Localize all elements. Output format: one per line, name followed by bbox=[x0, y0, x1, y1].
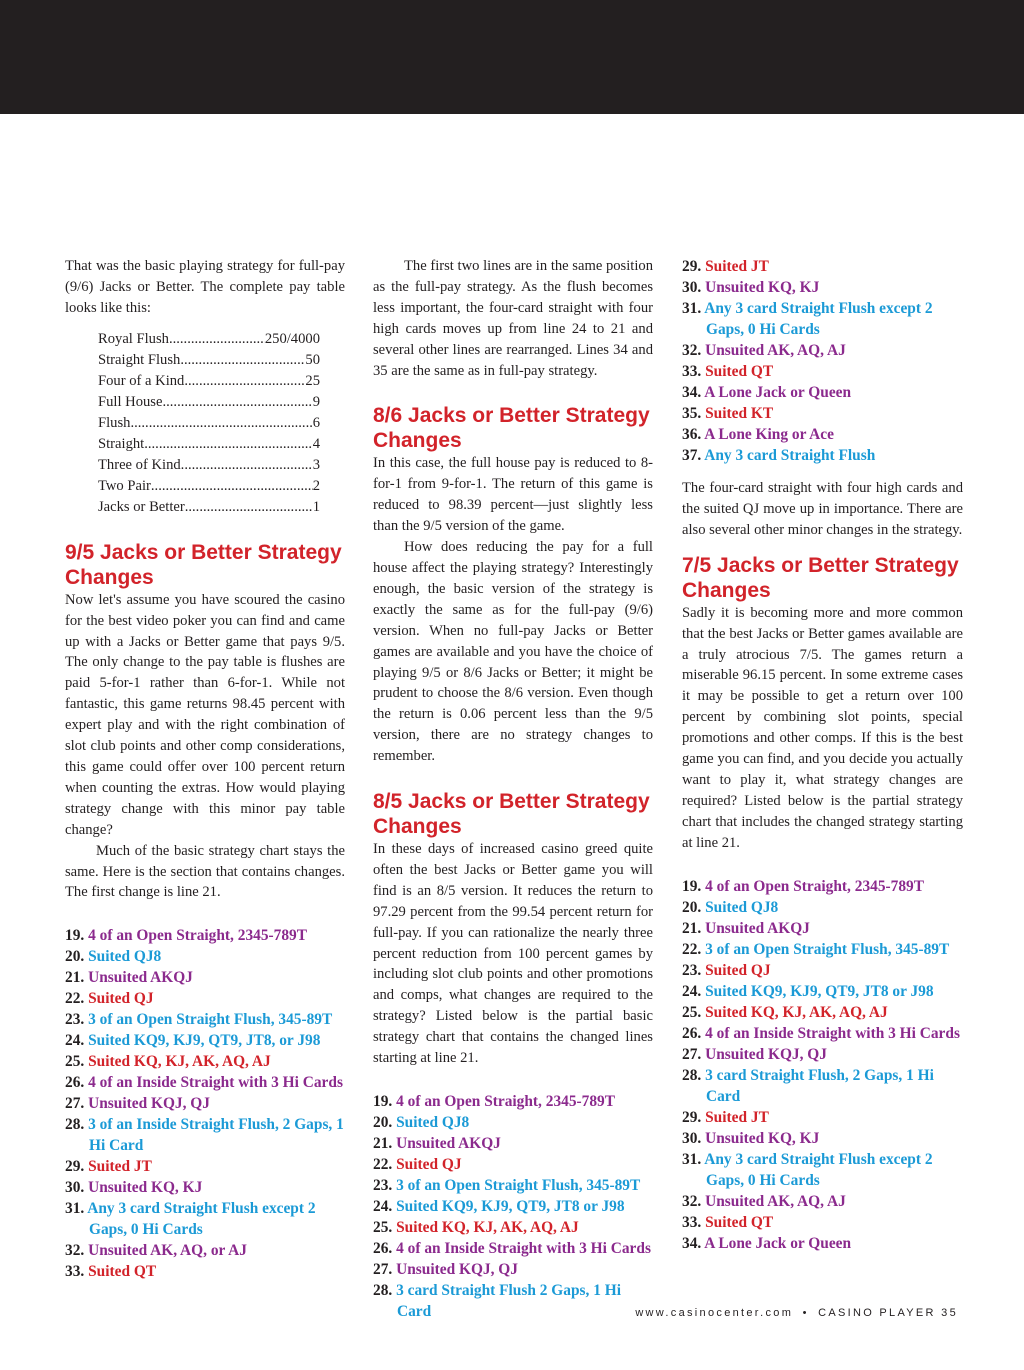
dot-leader bbox=[180, 350, 305, 371]
footer-magazine: CASINO PLAYER 35 bbox=[818, 1307, 958, 1319]
pay-hand: Straight Flush bbox=[98, 351, 181, 368]
strategy-line bbox=[682, 256, 963, 277]
line-number: 31. bbox=[682, 1150, 702, 1168]
strategy-line bbox=[682, 424, 963, 445]
pay-table-row bbox=[98, 434, 320, 455]
strategy-line bbox=[682, 340, 963, 361]
strategy-line bbox=[682, 1233, 963, 1254]
pay-table-row bbox=[98, 350, 320, 371]
line-text: Unsuited AK, AQ, AJ bbox=[705, 1192, 846, 1210]
line-text: A Lone King or Ace bbox=[704, 426, 834, 443]
line-number: 25. bbox=[65, 1053, 85, 1071]
line-number: 21. bbox=[682, 919, 702, 937]
line-number: 29. bbox=[65, 1158, 85, 1176]
pay-table-row bbox=[98, 476, 320, 497]
pay-hand: Two Pair bbox=[98, 477, 151, 494]
line-text: Suited JT bbox=[705, 1108, 769, 1126]
line-number: 23. bbox=[682, 961, 702, 979]
strategy-line bbox=[65, 1051, 345, 1072]
pay-table-row bbox=[98, 497, 320, 518]
line-number: 27. bbox=[682, 1045, 702, 1063]
line-text: Unsuited AKQJ bbox=[705, 919, 810, 937]
line-text: Any 3 card Straight Flush except 2 Gaps, 0 Hi Cards bbox=[87, 1200, 316, 1239]
strategy-line bbox=[682, 1107, 963, 1128]
line-number: 26. bbox=[65, 1074, 85, 1092]
strategy-line bbox=[373, 1154, 653, 1175]
strategy-line bbox=[682, 403, 963, 424]
line-number: 31. bbox=[682, 300, 702, 317]
line-number: 22. bbox=[373, 1156, 393, 1173]
line-text: 3 of an Open Straight Flush, 345-89T bbox=[88, 1011, 333, 1029]
line-text: 3 card Straight Flush, 2 Gaps, 1 Hi Card bbox=[705, 1066, 934, 1105]
strategy-line bbox=[682, 298, 963, 340]
strategy-line bbox=[682, 445, 963, 466]
line-number: 28. bbox=[373, 1282, 393, 1299]
strategy-line bbox=[65, 988, 345, 1009]
line-number: 30. bbox=[682, 279, 702, 296]
line-text: Suited KT bbox=[705, 405, 774, 422]
pay-value: 3 bbox=[312, 456, 320, 473]
line-text: Suited QJ8 bbox=[705, 898, 779, 916]
strategy-line bbox=[682, 1149, 963, 1191]
line-text: Suited QJ bbox=[396, 1156, 462, 1173]
strategy-line bbox=[65, 1177, 345, 1198]
line-text: Suited KQ9, KJ9, QT9, JT8 or J98 bbox=[705, 982, 934, 1000]
line-number: 32. bbox=[682, 1192, 702, 1210]
line-number: 23. bbox=[65, 1011, 85, 1029]
line-text: Unsuited KQ, KJ bbox=[705, 279, 820, 296]
strategy-line bbox=[682, 1002, 963, 1023]
line-number: 37. bbox=[682, 447, 702, 464]
pay-hand: Royal Flush bbox=[98, 330, 169, 347]
line-text: Suited QT bbox=[705, 1213, 774, 1231]
strategy-line bbox=[682, 361, 963, 382]
paragraph: Much of the basic strategy chart stays the same. Here is the section that contains changes. The first change is line 21. bbox=[65, 842, 345, 901]
dot-leader bbox=[151, 476, 313, 497]
line-text: Suited QJ bbox=[705, 961, 771, 979]
line-text: Unsuited AKQJ bbox=[88, 969, 193, 987]
strategy-line bbox=[65, 925, 345, 946]
line-number: 22. bbox=[65, 990, 85, 1008]
line-number: 19. bbox=[373, 1093, 393, 1110]
line-text: Any 3 card Straight Flush except 2 Gaps, 0 Hi Cards bbox=[704, 300, 933, 338]
strategy-line bbox=[373, 1112, 653, 1133]
line-text: 4 of an Inside Straight with 3 Hi Cards bbox=[396, 1240, 651, 1257]
strategy-line bbox=[682, 897, 963, 918]
strategy-line bbox=[682, 1023, 963, 1044]
pay-hand: Full House bbox=[98, 393, 163, 410]
strategy-list-8-5-continued bbox=[682, 256, 963, 466]
heading-7-5: 7/5 Jacks or Better Strategy Changes bbox=[682, 553, 959, 602]
strategy-line bbox=[65, 946, 345, 967]
column-3 bbox=[682, 256, 963, 1254]
pay-table-row bbox=[98, 371, 320, 392]
line-number: 19. bbox=[65, 927, 85, 945]
strategy-line bbox=[373, 1133, 653, 1154]
line-text: Unsuited AKQJ bbox=[396, 1135, 501, 1152]
line-text: 3 card Straight Flush 2 Gaps, 1 Hi Card bbox=[396, 1282, 622, 1320]
dot-leader bbox=[181, 455, 313, 476]
line-number: 24. bbox=[373, 1198, 393, 1215]
line-text: Suited QJ8 bbox=[88, 948, 162, 966]
line-text: Suited QT bbox=[705, 363, 774, 380]
line-number: 28. bbox=[682, 1066, 702, 1084]
strategy-line bbox=[65, 1009, 345, 1030]
line-number: 35. bbox=[682, 405, 702, 422]
line-number: 30. bbox=[65, 1179, 85, 1197]
strategy-line bbox=[682, 277, 963, 298]
pay-table-row bbox=[98, 392, 320, 413]
line-text: Suited QT bbox=[88, 1263, 157, 1281]
strategy-line bbox=[65, 1072, 345, 1093]
line-number: 21. bbox=[65, 969, 85, 987]
strategy-line bbox=[682, 876, 963, 897]
paragraph: The four-card straight with four high cards and the suited QJ move up in importance. There are also several other minor changes in the strategy. bbox=[682, 480, 963, 538]
strategy-line bbox=[65, 1093, 345, 1114]
strategy-line bbox=[682, 1044, 963, 1065]
pay-hand: Three of Kind bbox=[98, 456, 181, 473]
pay-table bbox=[98, 329, 320, 518]
line-text: Suited KQ9, KJ9, QT9, JT8 or J98 bbox=[396, 1198, 625, 1215]
pay-value: 9 bbox=[312, 393, 320, 410]
strategy-line bbox=[65, 1030, 345, 1051]
line-number: 20. bbox=[682, 898, 702, 916]
line-number: 33. bbox=[65, 1263, 85, 1281]
pay-value: 25 bbox=[305, 372, 320, 389]
line-text: 3 of an Open Straight Flush, 345-89T bbox=[705, 940, 950, 958]
strategy-line bbox=[65, 1114, 345, 1156]
dot-leader bbox=[185, 497, 313, 518]
strategy-line bbox=[682, 1065, 963, 1107]
footer-website: www.casinocenter.com bbox=[635, 1307, 794, 1319]
strategy-line bbox=[682, 1212, 963, 1233]
header-bar bbox=[0, 0, 1024, 114]
line-number: 31. bbox=[65, 1200, 85, 1218]
pay-hand: Four of a Kind bbox=[98, 372, 185, 389]
strategy-list-8-5 bbox=[373, 1091, 653, 1322]
line-text: Unsuited KQ, KJ bbox=[705, 1129, 820, 1147]
paragraph: Sadly it is becoming more and more common that the best Jacks or Better games available are a truly atrocious 7/5. The games return a miserable 96.15 percent. In some extreme cases it may be possible to get a return over 100 percent by combining slot points, special promotions and other comps. If this is the best game you can find, and you decide you actually want to play it, what strategy changes are required? Listed below is the partial strategy chart that includes the changed strategy starting at line 21. bbox=[682, 604, 963, 851]
strategy-list-9-5 bbox=[65, 925, 345, 1282]
strategy-line bbox=[65, 1261, 345, 1282]
dot-leader bbox=[130, 413, 312, 434]
line-number: 27. bbox=[65, 1095, 85, 1113]
line-number: 25. bbox=[682, 1003, 702, 1021]
line-text: Unsuited KQJ, QJ bbox=[396, 1261, 518, 1278]
line-text: Suited KQ, KJ, AK, AQ, AJ bbox=[88, 1053, 271, 1071]
strategy-line bbox=[373, 1175, 653, 1196]
dot-leader bbox=[144, 434, 312, 455]
pay-value: 2 bbox=[312, 477, 320, 494]
line-number: 26. bbox=[682, 1024, 702, 1042]
pay-value: 4 bbox=[312, 435, 320, 452]
line-text: Suited KQ9, KJ9, QT9, JT8, or J98 bbox=[88, 1032, 321, 1050]
line-text: Suited KQ, KJ, AK, AQ, AJ bbox=[396, 1219, 579, 1236]
line-text: 4 of an Open Straight, 2345-789T bbox=[88, 927, 308, 945]
dot-leader bbox=[169, 329, 265, 350]
line-number: 20. bbox=[65, 948, 85, 966]
paragraph: In this case, the full house pay is reduced to 8-for-1 from 9-for-1. The return of this game is reduced to 98.39 percent—just slightly less than the 9/5 version of the game. bbox=[373, 455, 653, 535]
line-text: A Lone Jack or Queen bbox=[704, 384, 852, 401]
line-number: 25. bbox=[373, 1219, 393, 1236]
line-text: 4 of an Inside Straight with 3 Hi Cards bbox=[88, 1074, 343, 1092]
pay-value: 50 bbox=[305, 351, 320, 368]
strategy-line bbox=[373, 1196, 653, 1217]
line-number: 24. bbox=[65, 1032, 85, 1050]
paragraph: How does reducing the pay for a full house affect the playing strategy? Interestingly enough, the basic version of the strategy is exactly the same as for the full-pay (9/6) version. When no full-pay Jacks or Better games are available and you have the choice of playing 9/5 or 8/6 Jacks or Better; it might be prudent to choose the 8/6 version. Even though the return is 0.06 percent less than the 9/5 version, there are no strategy changes to remember. bbox=[373, 539, 653, 765]
column-2 bbox=[373, 256, 653, 1322]
strategy-line bbox=[682, 939, 963, 960]
line-text: 4 of an Open Straight, 2345-789T bbox=[396, 1093, 616, 1110]
strategy-line bbox=[682, 981, 963, 1002]
line-number: 21. bbox=[373, 1135, 393, 1152]
dot-leader bbox=[184, 371, 305, 392]
line-number: 33. bbox=[682, 363, 702, 380]
line-number: 29. bbox=[682, 258, 702, 275]
strategy-line bbox=[682, 382, 963, 403]
line-text: Suited KQ, KJ, AK, AQ, AJ bbox=[705, 1003, 888, 1021]
pay-hand: Jacks or Better bbox=[98, 498, 185, 515]
line-number: 34. bbox=[682, 384, 702, 401]
line-number: 22. bbox=[682, 940, 702, 958]
heading-8-6: 8/6 Jacks or Better Strategy Changes bbox=[373, 404, 650, 453]
line-text: 4 of an Open Straight, 2345-789T bbox=[705, 877, 925, 895]
line-text: Any 3 card Straight Flush except 2 Gaps, 0 Hi Cards bbox=[704, 1150, 933, 1189]
strategy-line bbox=[65, 1240, 345, 1261]
line-text: Suited JT bbox=[88, 1158, 152, 1176]
line-number: 19. bbox=[682, 877, 702, 895]
line-text: Any 3 card Straight Flush bbox=[704, 447, 876, 464]
heading-9-5: 9/5 Jacks or Better Strategy Changes bbox=[65, 540, 342, 589]
line-number: 23. bbox=[373, 1177, 393, 1194]
line-text: Unsuited AK, AQ, AJ bbox=[705, 342, 846, 359]
line-text: Unsuited KQ, KJ bbox=[88, 1179, 203, 1197]
line-number: 32. bbox=[65, 1242, 85, 1260]
strategy-line bbox=[373, 1238, 653, 1259]
strategy-line bbox=[65, 1156, 345, 1177]
line-number: 28. bbox=[65, 1116, 85, 1134]
strategy-line bbox=[373, 1091, 653, 1112]
line-number: 20. bbox=[373, 1114, 393, 1131]
paragraph: The first two lines are in the same position as the full-pay strategy. As the flush becomes less important, the four-card straight with four high cards moves up from line 24 to 21 and several other lines are rearranged. Lines 34 and 35 are the same as in full-pay strategy. bbox=[373, 258, 653, 379]
strategy-list-7-5 bbox=[682, 876, 963, 1254]
pay-table-row bbox=[98, 329, 320, 350]
strategy-line bbox=[682, 918, 963, 939]
line-number: 30. bbox=[682, 1129, 702, 1147]
strategy-line bbox=[373, 1259, 653, 1280]
line-number: 36. bbox=[682, 426, 702, 443]
paragraph: In these days of increased casino greed quite often the best Jacks or Better game you will find is an 8/5 version. It reduces the return to 97.29 percent from the 99.54 percent return for full-pay. If you can rationalize the nearly three percent reduction from 100 percent games by including slot club points and other promotions and comps, what changes are required to the strategy? Listed below is the partial basic strategy chart that contains the changed lines starting at line 21. bbox=[373, 841, 653, 1067]
page-footer bbox=[635, 1307, 958, 1319]
line-number: 29. bbox=[682, 1108, 702, 1126]
line-text: Suited QJ bbox=[88, 990, 154, 1008]
heading-8-5: 8/5 Jacks or Better Strategy Changes bbox=[373, 790, 650, 839]
line-number: 34. bbox=[682, 1234, 702, 1252]
column-1 bbox=[65, 256, 345, 1282]
line-text: Suited JT bbox=[705, 258, 769, 275]
strategy-line bbox=[373, 1217, 653, 1238]
pay-value: 250/4000 bbox=[264, 330, 320, 347]
footer-separator: • bbox=[802, 1307, 809, 1319]
line-text: 3 of an Inside Straight Flush, 2 Gaps, 1 Hi Card bbox=[88, 1116, 344, 1155]
paragraph: Now let's assume you have scoured the casino for the best video poker you can find and came up with a Jacks or Better game that pays 9/5. The only change to the pay table is flushes are paid 5-for-1 rather than 6-for-1. While not fantastic, this game returns 98.45 percent with expert play and with the right combination of slot club points and other comp considerations, this game could offer over 100 percent return when counting the extras. How would playing strategy change with this minor pay table change? bbox=[65, 591, 345, 838]
line-text: A Lone Jack or Queen bbox=[704, 1234, 852, 1252]
line-text: Unsuited KQJ, QJ bbox=[88, 1095, 210, 1113]
line-number: 26. bbox=[373, 1240, 393, 1257]
intro-paragraph: That was the basic playing strategy for full-pay (9/6) Jacks or Better. The complete pay table looks like this: bbox=[65, 258, 345, 316]
line-text: Unsuited AK, AQ, or AJ bbox=[88, 1242, 247, 1260]
strategy-line bbox=[373, 1280, 653, 1322]
line-number: 32. bbox=[682, 342, 702, 359]
strategy-line bbox=[65, 1198, 345, 1240]
line-number: 33. bbox=[682, 1213, 702, 1231]
pay-value: 1 bbox=[312, 498, 320, 515]
line-number: 27. bbox=[373, 1261, 393, 1278]
line-text: Suited QJ8 bbox=[396, 1114, 470, 1131]
pay-hand: Flush bbox=[98, 414, 131, 431]
pay-table-row bbox=[98, 455, 320, 476]
strategy-line bbox=[682, 960, 963, 981]
dot-leader bbox=[162, 392, 312, 413]
line-text: 3 of an Open Straight Flush, 345-89T bbox=[396, 1177, 641, 1194]
pay-value: 6 bbox=[312, 414, 320, 431]
strategy-line bbox=[682, 1191, 963, 1212]
line-number: 24. bbox=[682, 982, 702, 1000]
pay-hand: Straight bbox=[98, 435, 145, 452]
strategy-line bbox=[65, 967, 345, 988]
pay-table-row bbox=[98, 413, 320, 434]
strategy-line bbox=[682, 1128, 963, 1149]
line-text: Unsuited KQJ, QJ bbox=[705, 1045, 827, 1063]
line-text: 4 of an Inside Straight with 3 Hi Cards bbox=[705, 1024, 960, 1042]
